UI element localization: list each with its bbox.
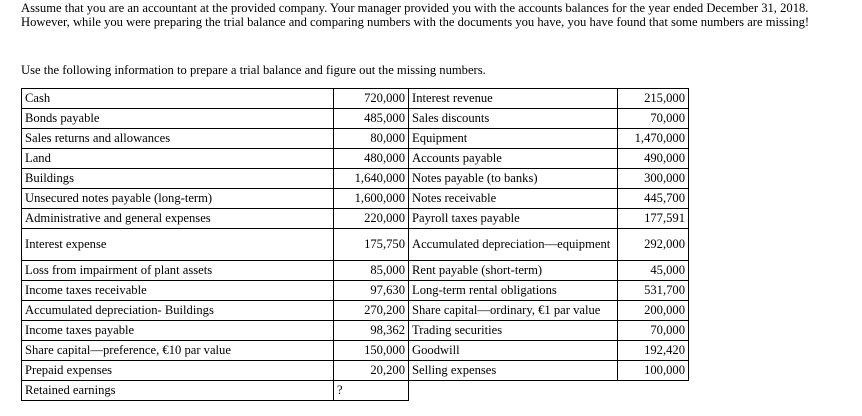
right-account: Rent payable (short-term) (409, 261, 618, 281)
left-amount: 98,362 (334, 321, 409, 341)
right-account: Share capital—ordinary, €1 par value (409, 301, 618, 321)
right-account: Sales discounts (409, 109, 618, 129)
right-amount: 531,700 (618, 281, 689, 301)
left-amount: 720,000 (334, 89, 409, 109)
right-amount: 177,591 (618, 209, 689, 229)
table-row (22, 321, 689, 341)
trial-balance-table (21, 88, 689, 401)
left-account: Buildings (22, 169, 334, 189)
left-amount: 85,000 (334, 261, 409, 281)
right-amount: 192,420 (618, 341, 689, 361)
right-account: Long-term rental obligations (409, 281, 618, 301)
left-amount: 97,630 (334, 281, 409, 301)
left-account: Land (22, 149, 334, 169)
right-amount: 70,000 (618, 109, 689, 129)
left-amount: 20,200 (334, 361, 409, 381)
right-amount: 200,000 (618, 301, 689, 321)
right-amount: 1,470,000 (618, 129, 689, 149)
table-row (22, 209, 689, 229)
right-amount: 70,000 (618, 321, 689, 341)
left-account: Sales returns and allowances (22, 129, 334, 149)
table-row (22, 361, 689, 381)
right-amount: 100,000 (618, 361, 689, 381)
left-account: Income taxes receivable (22, 281, 334, 301)
table-row (22, 89, 689, 109)
right-account: Goodwill (409, 341, 618, 361)
left-amount: 1,600,000 (334, 189, 409, 209)
empty-cell (618, 381, 689, 401)
left-account: Prepaid expenses (22, 361, 334, 381)
missing-amount: ? (334, 381, 409, 401)
right-account: Equipment (409, 129, 618, 149)
intro-paragraph: Assume that you are an accountant at the provided company. Your manager provided you with the accounts balances for the year ended December 31, 2018. However, while you were preparing the trial balance and comparing numbers with the documents you have, you have found that some numbers are missing! (21, 1, 810, 29)
table-row (22, 341, 689, 361)
table-row (22, 189, 689, 209)
right-account: Notes payable (to banks) (409, 169, 618, 189)
right-account: Accumulated depreciation—equipment (409, 229, 618, 261)
left-account: Interest expense (22, 229, 334, 261)
table-row (22, 169, 689, 189)
left-account: Administrative and general expenses (22, 209, 334, 229)
table-row (22, 109, 689, 129)
left-amount: 175,750 (334, 229, 409, 261)
left-amount: 1,640,000 (334, 169, 409, 189)
right-amount: 445,700 (618, 189, 689, 209)
right-amount: 45,000 (618, 261, 689, 281)
table-row (22, 301, 689, 321)
left-account: Accumulated depreciation- Buildings (22, 301, 334, 321)
table-row (22, 261, 689, 281)
table-row (22, 281, 689, 301)
left-account: Cash (22, 89, 334, 109)
table-row (22, 381, 689, 401)
instruction-paragraph: Use the following information to prepare a trial balance and figure out the missing numbers. (21, 63, 486, 77)
right-account: Selling expenses (409, 361, 618, 381)
right-account: Notes receivable (409, 189, 618, 209)
left-account: Bonds payable (22, 109, 334, 129)
left-amount: 80,000 (334, 129, 409, 149)
table-row (22, 229, 689, 261)
left-amount: 220,000 (334, 209, 409, 229)
left-amount: 270,200 (334, 301, 409, 321)
left-account: Income taxes payable (22, 321, 334, 341)
right-amount: 300,000 (618, 169, 689, 189)
right-account: Trading securities (409, 321, 618, 341)
left-amount: 485,000 (334, 109, 409, 129)
right-amount: 215,000 (618, 89, 689, 109)
left-account: Loss from impairment of plant assets (22, 261, 334, 281)
table-row (22, 149, 689, 169)
left-amount: 150,000 (334, 341, 409, 361)
right-account: Interest revenue (409, 89, 618, 109)
left-account: Share capital—preference, €10 par value (22, 341, 334, 361)
right-account: Accounts payable (409, 149, 618, 169)
right-amount: 490,000 (618, 149, 689, 169)
left-amount: 480,000 (334, 149, 409, 169)
left-account: Retained earnings (22, 381, 334, 401)
empty-cell (409, 381, 618, 401)
right-amount: 292,000 (618, 229, 689, 261)
table-row (22, 129, 689, 149)
right-account: Payroll taxes payable (409, 209, 618, 229)
left-account: Unsecured notes payable (long-term) (22, 189, 334, 209)
